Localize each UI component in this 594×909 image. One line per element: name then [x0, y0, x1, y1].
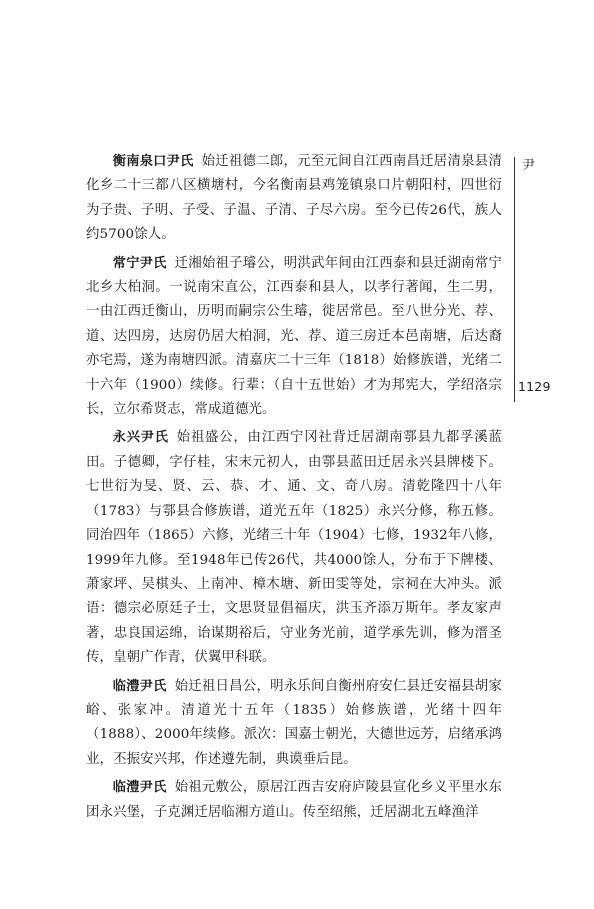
- entry-paragraph: [86, 675, 502, 773]
- entry-body: 始祖元敷公，原居江西吉安府庐陵县宣化乡义平里水东团永兴堡，子克渊迁居临湘方道山。传至绍熊，迁居湖北五峰渔洋: [86, 780, 502, 820]
- entry-title: 临澧尹氏: [112, 780, 167, 796]
- entry-paragraph: [86, 252, 502, 423]
- entry-body: 迁湘始祖子璿公，明洪武年间由江西泰和县迁湖南常宁北乡大柏洞。一说南宋直公，江西泰和县人，以孝行著闻，生二男，一由江西迁衡山，历明而嗣宗公生璿，徙居常邑。至八世分光、荐、道、达四房，达房仍居大柏洞，光、荐、道三房迁本邑南塘，后达裔亦宅焉，遂为南塘四派。清嘉庆二十三年（1818）始修族谱，光绪二十六年（1900）续修。行辈：（自十五世始）才为邦宪大，学绍洛宗长，立尔希贤志，常成道德光。: [86, 255, 502, 418]
- entry-paragraph: [86, 150, 502, 248]
- entry-title: 常宁尹氏: [112, 255, 167, 271]
- entry-paragraph: [86, 426, 502, 670]
- entry-body: 始祖盛公，由江西宁冈社背迁居湖南鄠县九都孚溪蓝田。子德卿，字仔桂，宋末元初人，由鄠县蓝田迁居永兴县牌楼下。七世衍为旻、贤、云、恭、才、通、文、奇八房。清乾隆四十八年（1783）与鄠县合修族谱，道光五年（1825）永兴分修，称五修。同治四年（1865）六修，光绪三十年（1904）七修，1932年八修，1999年九修。至1948年已传26代，共4000馀人，分布于下牌楼、萧家坪、吴棋头、上南冲、樟木塘、新田雯等处，宗祠在大冲头。派语：德宗必原廷子士，文思贤显倡福庆，洪玉齐添万斯年。孝友家声著，忠良国运绵，诒谋期裕后，守业务光前，道学承先训，修为溍圣传，皇朝广作青，伏翼甲科联。: [86, 430, 502, 666]
- entry-body: 始迁祖德二郎，元至元间自江西南昌迁居清泉县清化乡二十三都八区横塘村，今名衡南县鸡笼镇泉口片朝阳村，四世衍为子贵、子明、子受、子温、子清、子尽六房。至今已传26代，族人约5700馀人。: [86, 154, 502, 243]
- main-text-block: [86, 150, 502, 829]
- entry-title: 永兴尹氏: [112, 430, 169, 446]
- entry-paragraph: [86, 776, 502, 825]
- page-number: 1129: [518, 379, 551, 394]
- margin-divider-line: [514, 157, 515, 402]
- entry-title: 临澧尹氏: [112, 678, 167, 694]
- running-header-surname: 尹: [522, 158, 536, 173]
- entry-title: 衡南泉口尹氏: [112, 154, 194, 169]
- entry-body: 始迁祖日昌公，明永乐间自衡州府安仁县迁安福县胡家峪、张家冲。清道光十五年（1835）始修族谱，光绪十四年（1888）、2000年续修。派次：国嘉士朝光，大德世远芳，启绪承鸿业，丕振安兴邦，作述遵先制，典谟垂后昆。: [86, 678, 502, 767]
